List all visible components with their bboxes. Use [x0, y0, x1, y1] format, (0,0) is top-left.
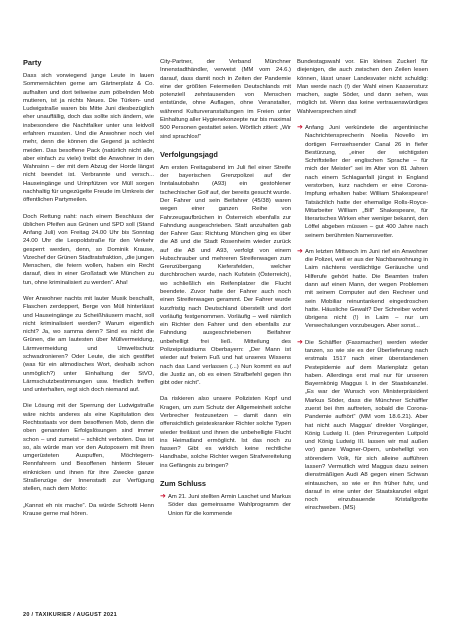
paragraph: City-Partner, der Verband Münchner Innenstadthändler, verweist (MM vom 24.6.) darauf, dass damit noch in Zeiten der Pandemie eine der größten Feiermeilen Deutschlands mit potenziell zehntausenden von Menschen entstünde, ohne Auflagen, ohne Veranstalter, während Kulturveranstaltungen im Freien unter Einhaltung aller Hygienekonzepte nur bis maximal 500 Personen gestattet seien. Wörtlich zitiert: „Wir sind sprachlos!“ [160, 59, 291, 140]
paragraph: Am ersten Freitagabend im Juli fiel einer Streife der bayerischen Grenzpolizei auf der Inntalautobahn (A93) ein gestohlener tschechischer Golf auf, der bereits gesucht wurde. Der Fahrer und sein Beifahrer (45/38) waren wegen einer ganzen Reihe von Fahrzeugaufbrüchen in Österreich ebenfalls zur Fahndung ausgeschrieben. Statt anzuhalten gab der Fahrer Gas: Richtung München ging es über die A8 und die Stadt Rosenheim wieder zurück auf die A8 und A93, verfolgt von einem Hubschrauber und mehreren Streifenwagen zum Grenzübergang Kiefersfelden, welcher durchbrochen wurde, nach Kufstein (Österreich), wo schließlich ein Reifenplatzer die Flucht beendete. Zuvor hatte der Fahrer auch noch einen Streifenwagen gerammt. Der Fahrer wurde kurzfristig nach Deutschland überstellt und dort vorläufig festgenommen. Vorläufig – weil nämlich ein Richter den Fahrer und den ebenfalls zur Fahndung ausgeschriebenen Beifahrer unbehelligt frei ließ. Mitteilung des Polizeipräsidiums Oberbayern: „Der Mann ist wieder auf freiem Fuß und hat unseres Wissens nach das Land verlassen (...) Nun kommt es auf die Justiz an, ob es einen Strafbefehl gegen ihn gibt oder nicht“. [160, 164, 291, 387]
arrow-right-icon: ➜ [297, 338, 303, 346]
section-heading-verfolgungsjagd: Verfolgungsjagd [160, 149, 218, 159]
paragraph: Da riskieren also unsere Polizisten Kopf und Kragen, um zum Schutz der Allgemeinheit solche Verbrecher festzusetzen – damit dann ein offensichtlich geisteskranker Richter solche Typen wieder freilässt und ihnen die unbehelligte Flucht ins Heimatland ermöglicht. Ist das noch zu fassen? Gibt es wirklich keine rechtliche Handhabe, solche Richter wegen Strafvereitelung ins Gefängnis zu bringen? [160, 396, 291, 469]
column-3 [297, 58, 428, 521]
bullet-text: Am letzten Mittwoch im Juni rief ein Anwohner die Polizei, weil er aus der Nachbarwohnung in Laim nächtens verdächtige Geräusche und Hilferufe gehört hatte. Die Beamten trafen dann auf einen Mann, der wegen Problemen mit seinem Computer auf den Rechner und sein Mobiliar reinuntankend eingedroschen hatte. Häusliche Gewalt? Der Schreiber wohnt übrigens nicht (!) in Laim – nur um Verwechslungen vorzubeugen. Aber sonst... [305, 248, 428, 330]
bullet-text: Am 21. Juni stellten Armin Laschet und Markus Söder das gemeinsame Wahlprogramm der Union für die kommende [168, 493, 291, 517]
paragraph: Doch Rettung naht: nach einem Beschluss der üblichen Pfeifen aus Grünen und SPD soll (Stand Anfang Juli) von Freitag 24.00 Uhr bis Sonntag 24.00 Uhr die Leopoldstraße für den Verkehr gesperrt werden, denn, so Dominik Krause, Vizechef der Grünen Stadtratsfraktion, „die jungen Menschen, die feiern wollen, haben ein Recht darauf, dies in einer Großstadt wie München zu tun, ohne kriminalisiert zu werden“. Aha! [23, 213, 154, 286]
bullet-text: Anfang Juni verkündete die argentinische Nachrichtensprecherin Noelia Novello im dortigen Fernsehsender Canal 26 in fiefer Bestürzung, „einer der wichtigsten Schriftsteller der englischen Sprache – für mich der Meister“ sei im Alter von 81 Jahren nach einem Schlaganfall jüngst in England verstorben, kurz nachdem er eine Corona-Impfung erhalten habe: William Shakespeare! Tatsächlich hatte der ehemalige Rolls-Royce-Mitarbeiter William „Bill“ Shakespeare, für literarisches Wirken eher weniger bekannt, den Löffel abgeben müssen – gut 400 Jahre nach seinem berühmten Namensvetter. [305, 124, 428, 239]
arrow-right-icon: ➜ [297, 123, 303, 131]
column-2 [160, 58, 291, 526]
bullet-text: Die Schäffler (Fassmacher) werden wieder tanzen, so wie sie es der Überlieferung nach erstmals 1517 nach einer überstandenen Pestepidemie auf dem Marienplatz getan haben. Allerdings erst mal nur für unseren Bayernkönig Maggus I. in der Staatskanzlei. „Es war der Wunsch von Ministerpräsident Markus Söder, dass die Münchner Schäffler zuerst bei ihm auftreten, sobald die Corona-Pandemie aufhört“ (MM vom 18.6.21). Aber hat nicht auch Maggus’ direkter Vorgänger, König Ludwig II. (den Prinzregenten Luitpold und König Ludwig III. lassen wir mal außen vor) ganze Wagner-Opern, unbehelligt von störendem Volk, für sich alleine aufführen lassen? Vermutlich wird Maggus dazu seinen dienstmäßigen Audi A8 gegen einen Schwan eintauschen, so wie er ihn früher fuhr, und darauf in eine unter der Staatskanzlei eilgst noch einzubauende Kristallgrotte einschweben. (MS) [305, 339, 428, 512]
section-heading-zum-schluss: Zum Schluss [160, 478, 206, 488]
paragraph: Dass sich vorwiegend junge Leute in lauen Sommernächten gerne am Gärtnerplatz & Co. aufhalten und dort teilweise zum pöbelnden Mob mutieren, ist ja nichts Neues. Die Türken- und Ludwigstraße waren bis Mitte Juni diesbezüglich eher unauffällig, doch das sollte sich ändern, wie insbesondere die Nachtfalker unter uns leidvoll erfahren mussten. Und die Anwohner noch viel mehr, denn die können die Gegend ja schlecht meiden. Das besoffene Pack (natürlich nicht alle, aber einfach zu viele) treibt die Anwohner in den Wahnsinn – der mit dem Abzug der Horde längst nicht beendet ist. Verbrannte und versch... Hauseingänge und Urinpfützen vor Müll sorgen nachhaltig für ungezügelte Freude im Umkreis der öffentlichen Partymeilen. [23, 73, 154, 204]
bullet-item [297, 248, 428, 331]
arrow-right-icon: ➜ [160, 492, 166, 500]
arrow-right-icon: ➜ [297, 247, 303, 255]
page-footer: 20 / TAXIKURIER / AUGUST 2021 [23, 612, 117, 618]
bullet-item [297, 124, 428, 240]
paragraph: „Kannst eh nix mache“. Da würde Schrotti Henn Krause gerne mal hören. [23, 502, 154, 517]
paragraph: Die Lösung mit der Sperrung der Ludwigstraße wäre nichts anderes als eine Kapitulation des Rechtsstaats vor dem besoffenen Mob, denn die oben genannten Erfolgslösungen sind immer schon – und zumeist – schlicht verboten. Das ist so, als würde man vor den Autoposern mit ihren umgerüsteten Auspuffen, Möchtegern-Rennfahrern und Besoffenen hinterm Steuer einknicken und ihnen für ihre Zwecke ganze Straßenzüge der Innenstadt zur Verfügung stellen, nach dem Motto: [23, 403, 154, 493]
paragraph: Bundestagswahl vor. Ein kleines Zuckerl für diejenigen, die auch zwischen den Zeilen lesen können, lässt unser Landesvater nicht schuldig: Man werde nach (!) der Wahl einen Kassensturz machen, sagte Söder, und dann sehen, was möglich ist. Wenn das keine vertrauenswürdiges Wahlversprechen sind! [297, 59, 428, 115]
column-1 [23, 58, 154, 526]
paragraph: Wer Anwohner nachts mit lauter Musik beschallt, Flaschen zerdeppert, Berge von Müll hinterlässt und Hauseingänge zu Scheißhäusern macht, soll nicht kriminalisiert werden? Warum eigentlich nicht? Ja, wo samma denn? Sind es nicht die Grünen, die am lautesten über Müllvermeidung, Lärmvermeidung und Umweltschutz schwadronieren? Oder Leute, die sich gestiftet (was für ein altmodisches Wort, deshalb schon unmöglich?) unter Einhaltung der StVO, Lärmschutzbestimmungen usw. friedlich treffen und unterhalten, regt sich doch niemand auf. [23, 296, 154, 394]
bullet-item [297, 339, 428, 513]
section-heading-party: Party [23, 58, 42, 67]
bullet-item [160, 493, 291, 518]
